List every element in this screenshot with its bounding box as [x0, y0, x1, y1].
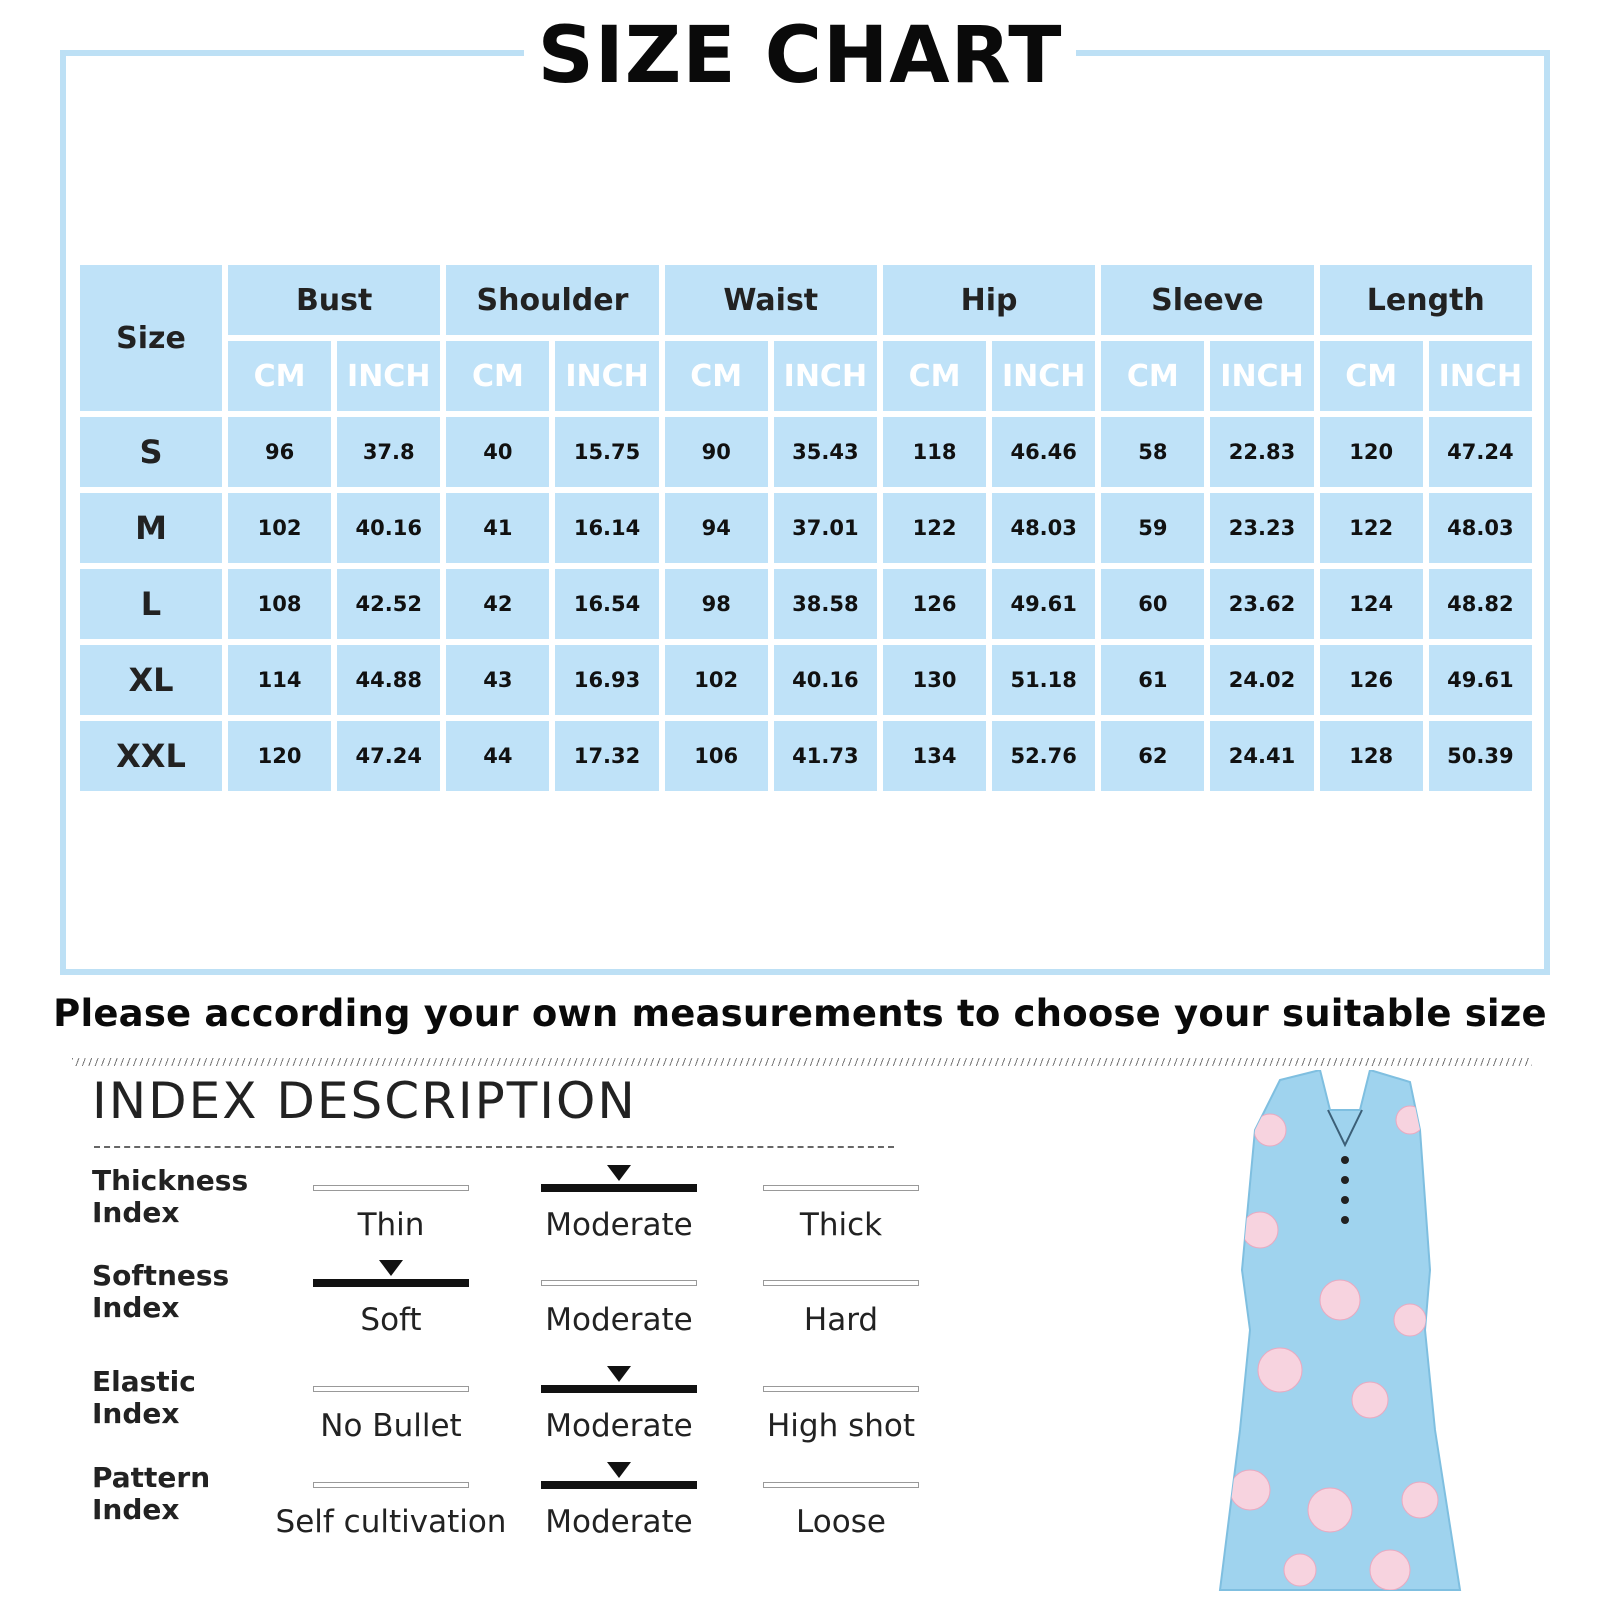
table-cell: 58 [1101, 417, 1204, 487]
table-cell: 23.62 [1210, 569, 1313, 639]
index-option-label: Moderate [545, 1408, 693, 1444]
index-label-line2: Index [92, 1196, 180, 1229]
table-cell: 120 [228, 721, 331, 791]
table-cell: 15.75 [555, 417, 658, 487]
index-option [763, 1260, 919, 1360]
index-option-label: Soft [360, 1302, 422, 1338]
index-option-label: Moderate [545, 1207, 693, 1243]
unit-header: INCH [337, 341, 440, 411]
index-option-label: No Bullet [320, 1408, 462, 1444]
table-cell: 134 [883, 721, 986, 791]
table-cell: 16.14 [555, 493, 658, 563]
table-cell: 35.43 [774, 417, 877, 487]
hatched-divider [72, 1058, 1532, 1066]
table-cell: 118 [883, 417, 986, 487]
table-cell: 42 [446, 569, 549, 639]
table-cell: 52.76 [992, 721, 1095, 791]
size-chart-title: SIZE CHART [524, 8, 1077, 104]
index-option-label: Self cultivation [275, 1504, 507, 1540]
index-option [313, 1366, 469, 1466]
index-option [541, 1165, 697, 1265]
index-row [0, 1366, 960, 1466]
selected-arrow-icon [607, 1165, 631, 1181]
table-cell: 102 [665, 645, 768, 715]
table-cell: 122 [883, 493, 986, 563]
table-cell: 128 [1320, 721, 1423, 791]
table-cell: 50.39 [1429, 721, 1532, 791]
size-table-body [80, 265, 1532, 791]
index-option [313, 1165, 469, 1265]
table-cell: 98 [665, 569, 768, 639]
header-length: Length [1320, 265, 1532, 335]
index-option [313, 1260, 469, 1360]
table-cell: 40.16 [774, 645, 877, 715]
table-cell: 60 [1101, 569, 1204, 639]
unit-header: CM [1320, 341, 1423, 411]
index-scale-bar [763, 1482, 919, 1488]
table-cell: 38.58 [774, 569, 877, 639]
table-cell: 114 [228, 645, 331, 715]
table-row [80, 417, 1532, 487]
index-option [541, 1260, 697, 1360]
index-dashed-divider [94, 1146, 894, 1148]
index-label-line1: Softness [92, 1259, 230, 1292]
table-cell: 24.41 [1210, 721, 1313, 791]
table-cell: 44.88 [337, 645, 440, 715]
table-cell: 46.46 [992, 417, 1095, 487]
index-option-label: Moderate [545, 1504, 693, 1540]
index-scale-bar [313, 1482, 469, 1488]
selected-arrow-icon [607, 1462, 631, 1478]
index-scale-bar [541, 1184, 697, 1192]
size-table [74, 259, 1538, 797]
table-cell: 126 [883, 569, 986, 639]
index-scale-bar [763, 1386, 919, 1392]
size-label: XXL [80, 721, 222, 791]
table-cell: 126 [1320, 645, 1423, 715]
table-cell: 122 [1320, 493, 1423, 563]
table-cell: 102 [228, 493, 331, 563]
size-label: S [80, 417, 222, 487]
size-label: L [80, 569, 222, 639]
index-label-line1: Pattern [92, 1461, 211, 1494]
index-option [763, 1462, 919, 1562]
index-option-label: Thick [799, 1207, 883, 1243]
index-option [763, 1165, 919, 1265]
selected-arrow-icon [379, 1260, 403, 1276]
index-option-label: Loose [796, 1504, 886, 1540]
unit-header: INCH [992, 341, 1095, 411]
table-cell: 48.03 [1429, 493, 1532, 563]
index-scale-bar [763, 1185, 919, 1191]
unit-header: CM [883, 341, 986, 411]
table-cell: 61 [1101, 645, 1204, 715]
table-cell: 41.73 [774, 721, 877, 791]
header-bust: Bust [228, 265, 440, 335]
index-option [763, 1366, 919, 1466]
unit-header: INCH [555, 341, 658, 411]
index-title: INDEX DESCRIPTION [92, 1072, 637, 1130]
table-cell: 23.23 [1210, 493, 1313, 563]
header-hip: Hip [883, 265, 1095, 335]
table-cell: 90 [665, 417, 768, 487]
table-cell: 22.83 [1210, 417, 1313, 487]
unit-header: CM [1101, 341, 1204, 411]
index-label-line2: Index [92, 1291, 180, 1324]
index-option-label: Thin [357, 1207, 425, 1243]
table-cell: 16.93 [555, 645, 658, 715]
unit-header: INCH [1210, 341, 1313, 411]
table-row [80, 645, 1532, 715]
table-cell: 49.61 [1429, 645, 1532, 715]
index-label-line2: Index [92, 1493, 180, 1526]
index-scale-bar [313, 1386, 469, 1392]
table-cell: 59 [1101, 493, 1204, 563]
index-option-label: Hard [803, 1302, 879, 1338]
size-chart-title-wrap [0, 8, 1600, 104]
unit-header: INCH [774, 341, 877, 411]
table-cell: 48.03 [992, 493, 1095, 563]
unit-header: INCH [1429, 341, 1532, 411]
table-cell: 24.02 [1210, 645, 1313, 715]
index-row [0, 1260, 960, 1360]
header-sleeve: Sleeve [1101, 265, 1313, 335]
table-cell: 47.24 [1429, 417, 1532, 487]
table-cell: 47.24 [337, 721, 440, 791]
measurement-note: Please according your own measurements to choose your suitable size [53, 992, 1547, 1035]
table-cell: 40 [446, 417, 549, 487]
index-scale-bar [763, 1280, 919, 1286]
table-cell: 108 [228, 569, 331, 639]
table-cell: 96 [228, 417, 331, 487]
table-cell: 40.16 [337, 493, 440, 563]
selected-arrow-icon [607, 1366, 631, 1382]
table-cell: 130 [883, 645, 986, 715]
table-cell: 120 [1320, 417, 1423, 487]
unit-header: CM [665, 341, 768, 411]
table-cell: 62 [1101, 721, 1204, 791]
index-scale-bar [541, 1280, 697, 1286]
index-option [541, 1366, 697, 1466]
header-waist: Waist [665, 265, 877, 335]
table-cell: 44 [446, 721, 549, 791]
floral-dress-illustration [1210, 1070, 1470, 1600]
table-cell: 48.82 [1429, 569, 1532, 639]
index-scale-bar [313, 1279, 469, 1287]
table-cell: 106 [665, 721, 768, 791]
unit-header: CM [446, 341, 549, 411]
table-cell: 124 [1320, 569, 1423, 639]
table-cell: 51.18 [992, 645, 1095, 715]
index-label-line1: Thickness [92, 1164, 249, 1197]
index-row [0, 1165, 960, 1265]
table-cell: 41 [446, 493, 549, 563]
table-row [80, 493, 1532, 563]
table-cell: 37.01 [774, 493, 877, 563]
table-cell: 17.32 [555, 721, 658, 791]
index-option-label: Moderate [545, 1302, 693, 1338]
table-cell: 42.52 [337, 569, 440, 639]
index-scale-bar [541, 1385, 697, 1393]
unit-header: CM [228, 341, 331, 411]
index-row [0, 1462, 960, 1562]
index-label-line2: Index [92, 1397, 180, 1430]
index-label-line1: Elastic [92, 1365, 196, 1398]
table-row [80, 721, 1532, 791]
table-cell: 43 [446, 645, 549, 715]
size-label: XL [80, 645, 222, 715]
index-scale-bar [541, 1481, 697, 1489]
table-cell: 94 [665, 493, 768, 563]
index-option-label: High shot [766, 1408, 916, 1444]
table-cell: 49.61 [992, 569, 1095, 639]
index-option [275, 1462, 507, 1562]
size-label: M [80, 493, 222, 563]
size-header: Size [80, 265, 222, 411]
header-shoulder: Shoulder [446, 265, 658, 335]
table-cell: 37.8 [337, 417, 440, 487]
table-row [80, 569, 1532, 639]
table-cell: 16.54 [555, 569, 658, 639]
index-scale-bar [313, 1185, 469, 1191]
index-option [541, 1462, 697, 1562]
